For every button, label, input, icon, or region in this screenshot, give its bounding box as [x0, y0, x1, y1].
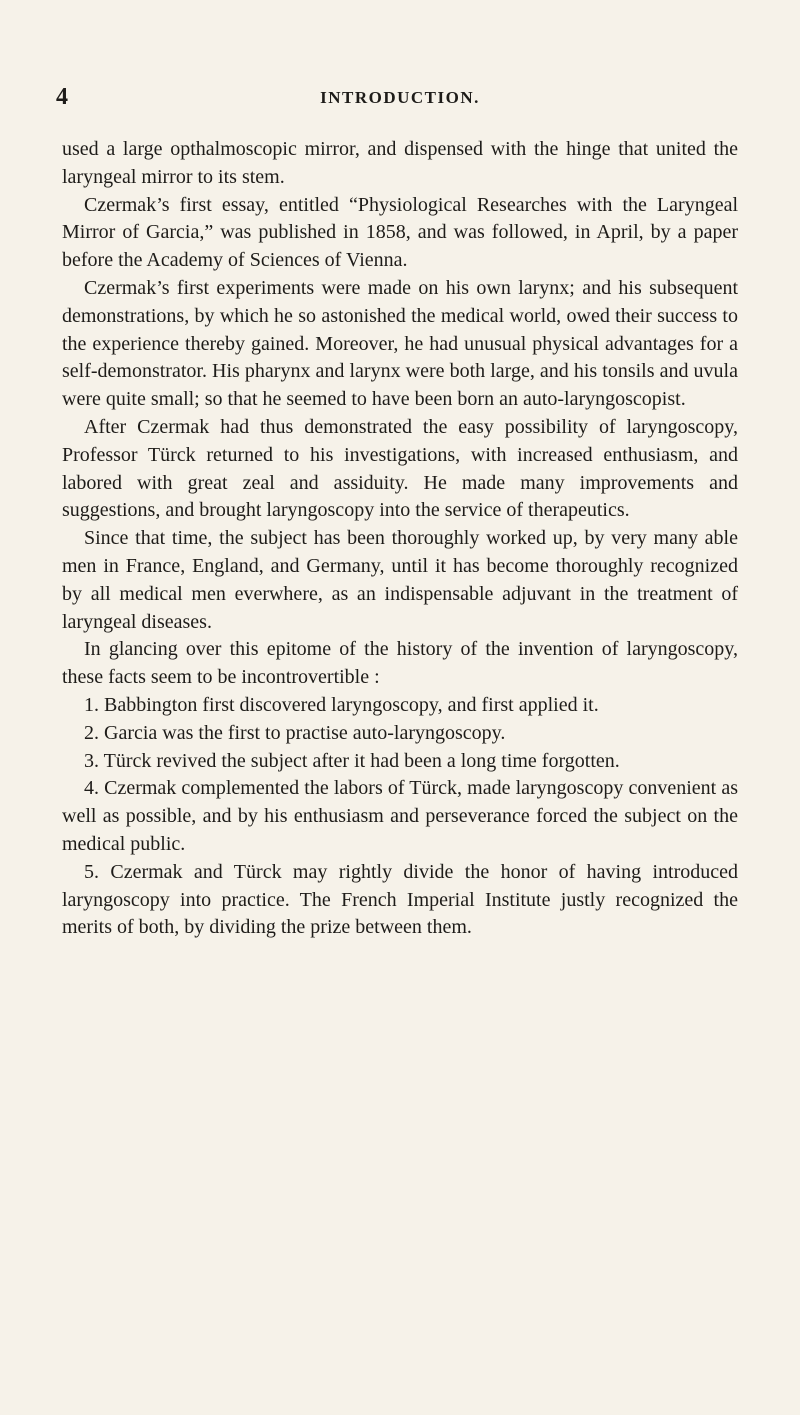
paragraph-czermak-essay: Czermak’s first essay, entitled “Physiological Researches with the Laryngeal Mirror of Garcia,” was published in 1858, and was followed, in April, by a paper before the Academy of Sciences of Vienna. — [62, 193, 738, 272]
running-head — [56, 84, 738, 114]
paragraph-turck-returned: After Czermak had thus demonstrated the easy possibility of laryngoscopy, Professor Türck returned to his investigations, with increased enthusiasm, and labored with great zeal and assiduity. He made many improvements and suggestions, and brought laryngoscopy into the service of therapeutics. — [62, 415, 738, 522]
list-item-2: 2. Garcia was the first to practise auto-laryngoscopy. — [84, 721, 506, 744]
paragraph-epitome: In glancing over this epitome of the history of the invention of laryngoscopy, these facts seem to be incontrovertible : — [62, 638, 738, 689]
list-item-3: 3. Türck revived the subject after it had been a long time forgotten. — [84, 749, 620, 772]
book-page — [56, 84, 738, 942]
paragraph-since-that-time: Since that time, the subject has been thoroughly worked up, by very many able men in France, England, and Germany, until it has become thoroughly recognized by all medical men everwhere, as an indispensable adjuvant in the treatment of laryngeal diseases. — [62, 527, 738, 633]
running-title: INTRODUCTION. — [320, 88, 480, 107]
paragraph-czermak-experiments: Czermak’s first experiments were made on his own larynx; and his subsequent demonstrations, by which he so astonished the medical world, owed their success to the experience thereby gained. Moreover, he had unusual physical advantages for a self-demonstrator. His pharynx and larynx were both large, and his tonsils and uvula were quite small; so that he seemed to have been born an auto-laryngoscopist. — [62, 276, 738, 411]
list-item-1: 1. Babbington first discovered laryngoscopy, and first applied it. — [84, 693, 599, 716]
page-number: 4 — [56, 84, 68, 110]
list-item-5: 5. Czermak and Türck may rightly divide the honor of having introduced laryngoscopy into practice. The French Imperial Institute justly recognized the merits of both, by dividing the prize between them. — [62, 860, 738, 939]
list-item-4: 4. Czermak complemented the labors of Türck, made laryngoscopy convenient as well as possible, and by his enthusiasm and perseverance forced the subject on the medical public. — [62, 777, 738, 855]
body-text — [62, 136, 738, 942]
paragraph-continuation: used a large opthalmoscopic mirror, and dispensed with the hinge that united the laryngeal mirror to its stem. — [62, 138, 738, 188]
